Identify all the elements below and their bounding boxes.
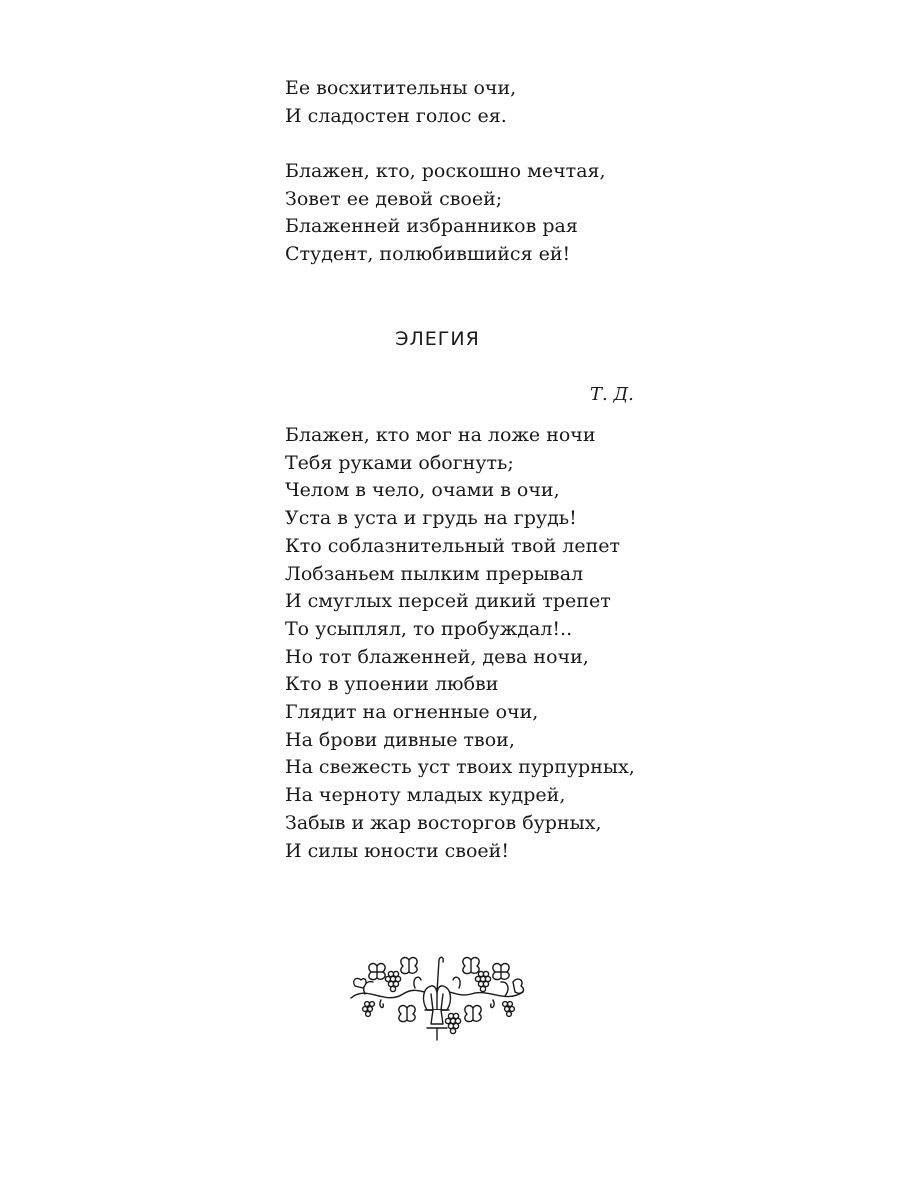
stanza-2: [285, 158, 606, 269]
verse-line: Кто в упоении любви: [285, 673, 499, 696]
verse-line: На брови дивные твои,: [285, 728, 515, 751]
verse-line: Блажен, кто мог на ложе ночи: [285, 424, 596, 446]
verse-line: Забыв и жар восторгов бурных,: [285, 811, 602, 834]
verse-line: Челом в чело, очами в очи,: [285, 479, 560, 502]
verse-line: И сладостен голос ея.: [285, 104, 507, 127]
verse-line: Уста в уста и грудь на грудь!: [285, 507, 577, 530]
verse-line: Зовет ее девой своей;: [285, 187, 503, 210]
verse-line: Блажен, кто, роскошно мечтая,: [285, 160, 606, 182]
verse-line: На черноту младых кудрей,: [285, 784, 566, 807]
stanza-1: [285, 75, 516, 130]
verse-line: Ее восхитительны очи,: [285, 77, 517, 99]
verse-line: На свежесть уст твоих пурпурных,: [285, 756, 635, 779]
grapevine-lyre-ornament-icon: [345, 948, 530, 1044]
poem-title: ЭЛЕГИЯ: [395, 328, 480, 350]
elegy-stanza: [285, 422, 635, 865]
verse-line: Глядит на огненные очи,: [285, 701, 539, 724]
verse-line: Кто соблазнительный твой лепет: [285, 534, 621, 557]
verse-line: И силы юности своей!: [285, 839, 509, 862]
verse-line: Лобзаньем пылким прерывал: [285, 562, 584, 585]
verse-line: Тебя руками обогнуть;: [285, 451, 514, 474]
verse-line: Студент, полюбившийся ей!: [285, 243, 571, 266]
verse-line: Но тот блаженней, дева ночи,: [285, 645, 589, 668]
verse-line: То усыплял, то пробуждал!..: [285, 617, 573, 640]
verse-line: Блаженней избранников рая: [285, 215, 578, 238]
verse-line: И смуглых персей дикий трепет: [285, 590, 611, 613]
poem-author: Т. Д.: [590, 384, 634, 405]
